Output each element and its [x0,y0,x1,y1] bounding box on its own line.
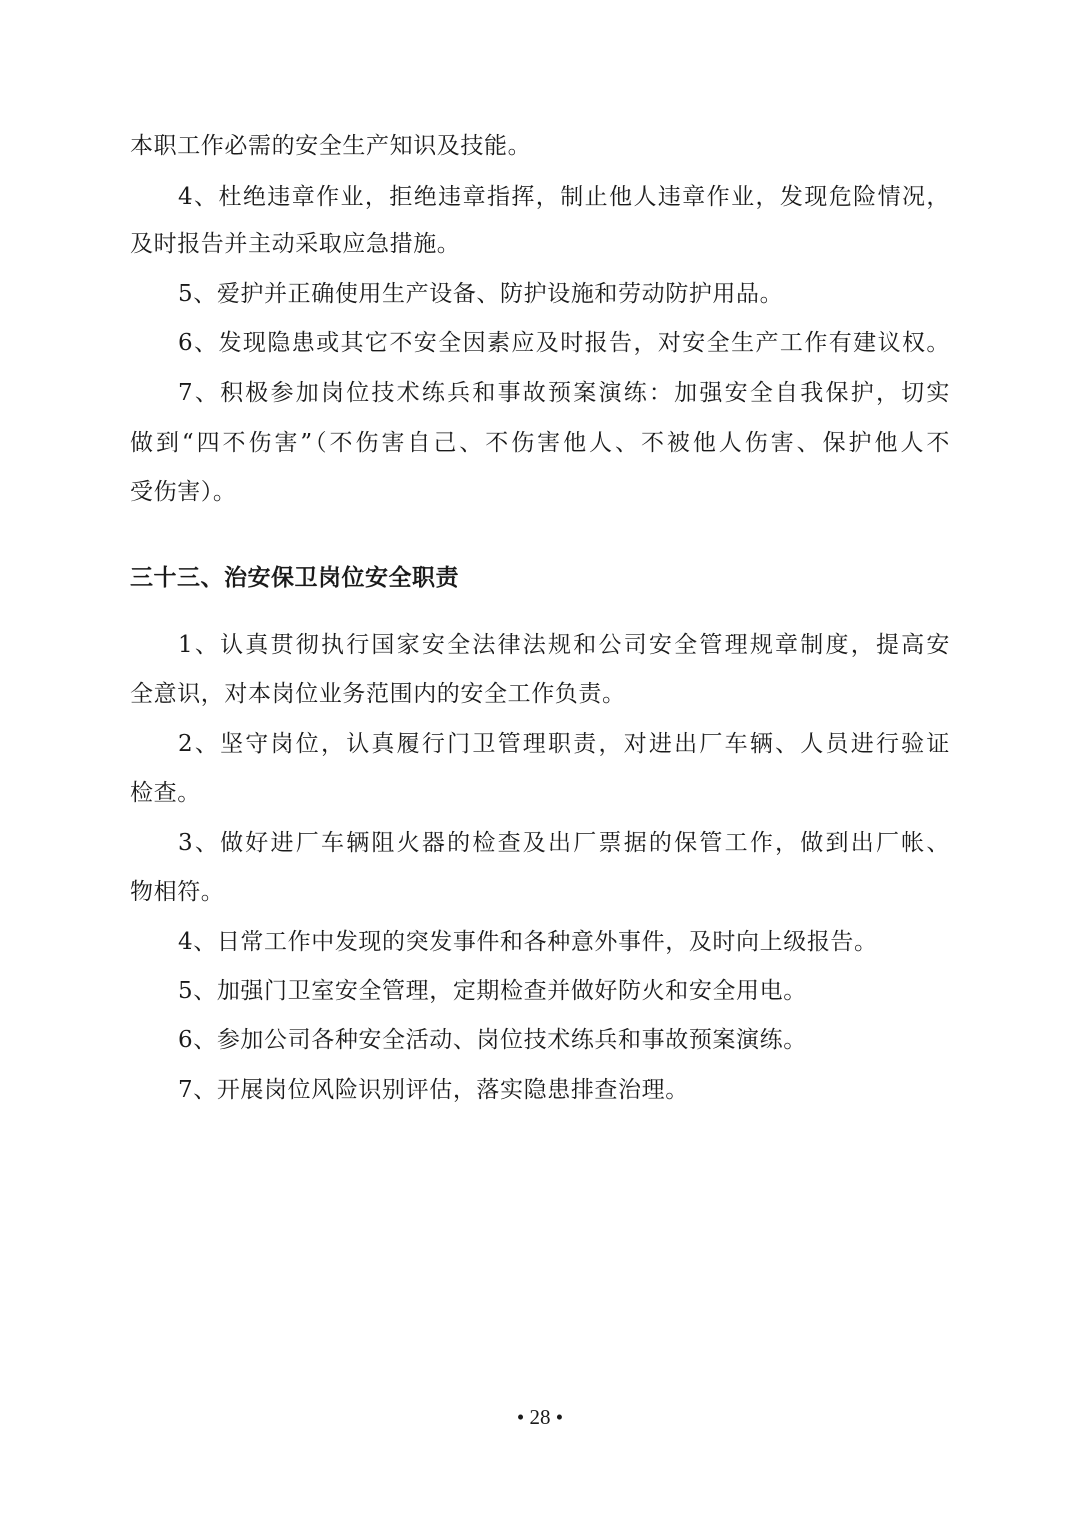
body-line-3: 及时报告并主动采取应急措施。 [130,231,461,257]
section-line-1: 1、认真贯彻执行国家安全法律法规和公司安全管理规章制度，提高安 [178,632,950,658]
section-line-7: 4、日常工作中发现的突发事件和各种意外事件，及时向上级报告。 [178,929,878,955]
section-line-2: 全意识，对本岗位业务范围内的安全工作负责。 [130,681,626,707]
section-line-3: 2、坚守岗位，认真履行门卫管理职责，对进出厂车辆、人员进行验证 [178,731,950,757]
section-line-8: 5、加强门卫室安全管理，定期检查并做好防火和安全用电。 [178,978,807,1004]
section-line-9: 6、参加公司各种安全活动、岗位技术练兵和事故预案演练。 [178,1027,807,1053]
section-line-4: 检查。 [130,780,201,806]
body-line-1: 本职工作必需的安全生产知识及技能。 [130,133,532,159]
section-line-6: 物相符。 [130,879,225,905]
body-line-5: 6、发现隐患或其它不安全因素应及时报告，对安全生产工作有建议权。 [178,330,950,356]
body-line-8: 受伤害）。 [130,479,237,505]
body-line-7: 做到“四不伤害”（不伤害自己、不伤害他人、不被他人伤害、保护他人不 [130,430,950,456]
body-line-6: 7、积极参加岗位技术练兵和事故预案演练：加强安全自我保护，切实 [178,380,950,406]
section-line-10: 7、开展岗位风险识别评估，落实隐患排查治理。 [178,1077,689,1103]
body-line-4: 5、爱护并正确使用生产设备、防护设施和劳动防护用品。 [178,281,784,307]
body-line-2: 4、杜绝违章作业，拒绝违章指挥，制止他人违章作业，发现危险情况， [178,184,950,210]
section-line-5: 3、做好进厂车辆阻火器的检查及出厂票据的保管工作，做到出厂帐、 [178,830,950,856]
page-number: • 28 • [516,1405,564,1429]
section-heading: 三十三、治安保卫岗位安全职责 [130,565,459,591]
